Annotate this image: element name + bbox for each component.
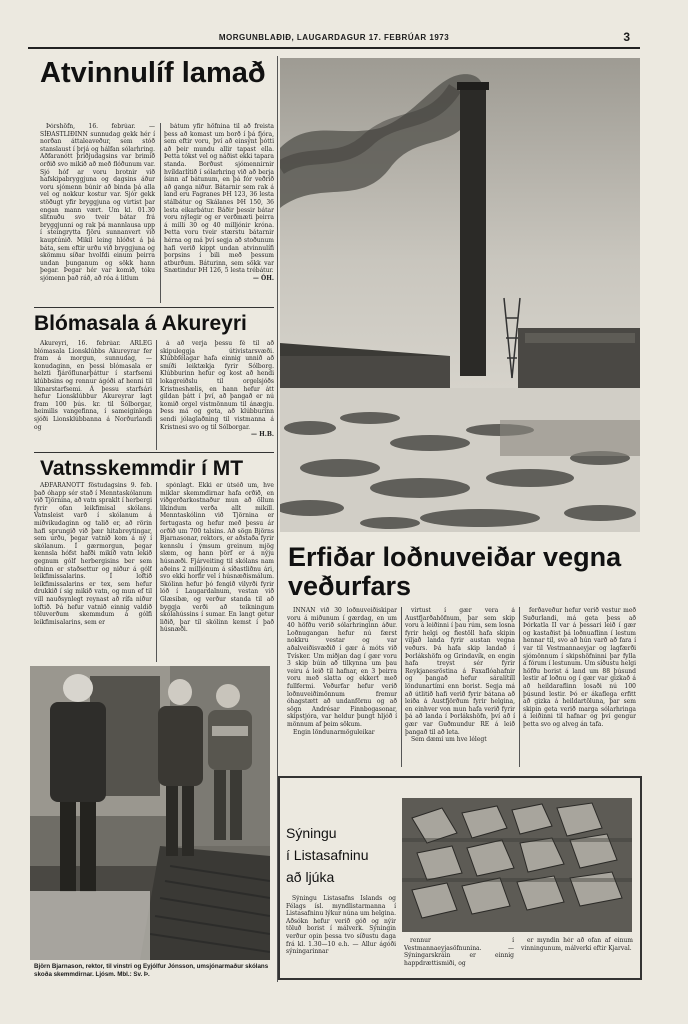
story2-col2 [160,340,274,450]
headline-syningu-line2: í Listasafninu [286,847,369,863]
photo-men-in-school-image [30,666,270,960]
story3-col2 [160,482,274,662]
story1-col2-text: bátum yfir höfnina til að freista þess að komast um borð í þá fjóra, sem eftir voru, því að einsýnt þótti að þeir mundu allir tapast ella. Þetta tókst vel og náðist ekki tapara standa. Borðust sjómennirnir hvíldarlítið í sólarhring við að berja ísinn af bátunum, en þá fór veðrið að ganga niður. Bátarnir sem rak á land eru Fagranes ÞH 123, 36 lesta stálbátur og Skálanes ÞH 150, 36 lesta eikarbátur. Báðir þessir bátar voru nýlegir og er verðmæti þeirra á milli 30 og 40 milljónir króna. Þetta voru tveir stærstu bátarnir hérna og má því segja að stoðunum hafi verið kippt undan atvinnulífi þorpsins í bili með þessum atburðum. Báturinn, sem sökk var Snætindur ÞH 126, 5 lesta trébátur. [164,123,274,275]
photo-caption-people [34,963,272,978]
story4-col3-text: ferðaveður hefur verið vestur með Suðurlandi, má geta þess að Þórkatla II var á þessari leið í gær og kastaðist þá loðnuaflinn í lestum hennar til, svo að hún varð að fara í var til Vestmannaeyjar og lagfærði sjómönnum í skipshöfninni þar fylla á fórum í lestunum. Um síðustu helgi höfðu borist á land um 88 þúsund lestir af loðnu og í gær var gizkað á að heildaraflinn losaði nú 100 þúsund lestir. Þó er ákaflega erfitt að gizka á heildartöluna, þar sem skipin geta verið marga sólarhringa á leiðinni til hafnar og því gengur þetta svo og alveg án tafa. [523,607,636,728]
story5-col2-text: rennur í Vestmannaeyjasöfnunina. — Sýningarskráin er einnig happdrættismiði, og [404,937,514,967]
story5-col1-text: Sýningu Listasafns Íslands og Félags ísl. myndlistarmanna í Listasafninu lýkur núna um helgina. Aðsókn hefur verið góð og nýir töluð borist í málverk. Sýningin verður opin þessa tvo síðustu daga frá kl. 1.30—10 e.h. — Allur ágóði sýningarinnar [286,895,396,956]
story5-col2 [404,937,514,977]
headline-syningu [286,822,396,888]
headline-syningu-line1: Sýningu [286,825,337,841]
story4-col2 [405,607,515,767]
story4-col3 [523,607,636,767]
story1-col1 [40,123,155,303]
column-rule [156,482,157,662]
headline-erfidar-text: Erfiðar loðnuveiðar vegna veðurfars [288,542,622,601]
story2-col1 [34,340,152,450]
photo-kjarval-painting [402,798,632,932]
column-rule [160,123,161,303]
story2-signature: — H.B. [250,431,274,439]
column-rule [401,607,402,767]
page-number: 3 [623,30,630,44]
column-rule [156,340,157,450]
headline-vatnsskemmdir-text: Vatnsskemmdir í MT [40,457,244,480]
story1-signature: — ÓH. [252,274,274,282]
story4-col2-text: virtust í gær vera á Austfjarðahöfnum, þar sem skip voru á leiðinni í þau rúm, sem losna fyrir helgi og fiestöll hafa skipin viljað landa fyrir austan vegna veðurs. Þá hafa skip landað í Þorlákshöfn og Grindavík, en engin hafa treyst sér fyrir Reykjanesröstina á Faxaflóahafnir og þangað hefur sáralítill löndunartími enn borist. Segja má að útlitið hafi verið fyrir bátana að leiða á Austfjörðum fyrir helgina, en einhver von mun hafa verið fyrir þá að landa í Þorlákshöfn, því að í gær var Guðmundur RE á leið þangað til að leta. [405,607,515,736]
headline-vatnsskemmdir [40,458,275,479]
story3-col1 [34,482,152,662]
masthead [28,31,640,49]
story4-col2-tail: Sem dæmi um hve lélegt [411,736,487,744]
story5-col3 [521,937,633,977]
story2-col2-text: á að verja þessu fé til að skipuleggja útivistarsvæði. Klúbbfélagar hafa einnig unnið að smíði leiktækja fyrir Sólborg. Klúbburinn hefur og kost að hendi lokagreiðslu til orgelsjóðs Kristneshælis, en hann hefur átt gildan þátt í því, að þangað er nú komið orgel vistmönnum til ánægju. Þess má og geta, að klúbburinn sendi jólaglaðning til vistmanna á Kristnesi svo og til Sólborgar. [160,340,274,431]
headline-syningu-line3: að ljúka [286,869,335,885]
story4-col1 [287,607,397,767]
photo-factory-chimney [280,58,640,532]
headline-blomasala-text: Blómasala á Akureyri [34,312,247,335]
headline-erfidar [288,543,638,601]
story3-col2-text: spónlagt. Ekki er útséð um, hve miklar skemmdirnar hafa orðið, en viðgerðarkostnaður mun að öllum líkindum verða allt mikill. Menntaskólinn við Tjörnina er fertugasta og hefur með þessu ár orðið um 700 talsins. Að sögn Björns Bjarnasonar, rektors, er aðstaða fyrir kennslu í ýmsum greinum mjög slæm, og hann þörf er á nýju húsnæði. Fjárveiting til skólans nam aðeins 2 milljónum á síðastliðnu ári, svo ekki horfir vel í húsnæðismálum. Skólinn hefur þó fengið vilyrði fyrir lóð í Laugardalnum, vestan við Glæsibæ, og verður standa til að byggja verði að teikningum skólahússins í sumar. En langt getur liðið, þar til skólinn kemst í það húsnæði. [160,482,274,634]
story4-col1-tail: Engin löndunarmöguleikar [293,728,375,736]
story2-col1-text: Akureyri, 16. febrúar. ÁRLEG blómasala Lionsklúbbs Akureyrar fer fram á morgun, sunnudag, — konudaginn, en þessi blómasala er helzti fjáröflunarþáttur í starfsemi klúbbsins og rennur ágóði af henni til líknarstarfsemi. Á þessu starfsári hefur Lionsklúbbur Akureyrar lagt fram 100 þús. kr. til Sólborgar, heimilis vangefinna, í sameiginlega sjóði Lionsklúbbanna á Norðurlandi og [34,340,152,431]
headline-atvinnulif [40,57,270,89]
photo-kjarval-painting-image [402,798,632,932]
headline-blomasala [34,313,279,334]
story1-col1-text: Þórshöfn, 16. febrúar. — SÍÐASTLIÐINN sunnudag gekk hér í norðan áttaleaveður, sem stóð stanslaust í þrjá og hálfan sólarhring. Aðfaranótt þriðjudagsins var brimið orðið svo mikið að með flóðunum var. Sjó hóf ar voru brotnir við hafskipabryggjuna og dagsins áður voru sjómenn búnir að binda þá alla vel og nokkur kostur var. Sjór gekk stöðugt yfir bryggjuna og virtist þar engan mann vært. Um kl. 01.30 slitnuðu svo tveir bátar frá bryggjunni og rak þá mannlausa upp í steingrytta fjöru sunnanvert við kauptúnið. Mikil leing hlóðst á þá báta, sem eftir urðu við bryggjuna og skömmu síðar hvolfdi einum þeirra undan þunganum og sökk hann þegar. Þegar hér var komið, tóku sjómenn það ráð, að róa á litlum [40,123,155,282]
masthead-title: MORGUNBLAÐIÐ, LAUGARDAGUR 17. FEBRÚAR 1973 [218,33,450,42]
story4-col1-text: INNAN við 30 loðnuveiðiskipar voru á miðunum í gærdag, en um 40 höfðu verið sólarhringinn áður. Loðnugangan hefur nú færst nokkru vestar og var aðalveiðisvæðið í gær á móts við Tvísker. Um miðjan dag í gær voru 3 skip búin að tilkynna um þau veiru á leið til hafnar, en 3 þeirra voru með slatta og ekkert með fullfermi. Veðurfar hefur verið loðnuveiðimönnum fremur óhagstætt að undanförnu og að sögn Andrésar Finnbogasonar, skipstjóra, var heldur þungt hljóð í mönnum af þeim sökum. [287,607,397,728]
story3-col1-text: AÐFARANÓTT föstudagsins 9. feb. það óhapp sér stað í Menntaskólanum við Tjörnina, að vatn spraklt í herbergi fyrir ofan leikfimisal skólans. Vatnsleist varð í skólanum á miðvikudaginn og talið er, að rörin hafi sprungið við þær hitabreytingar, sem urðu, þegar vatnið kom á ný í skólanum. Í gærmorgun, þegar kennsla hófst hafði mikið vatn lekið gegnum gólf herbergisins ber sem ofninn er staðsettur og niður á gólf leikfimissalarins. Í loftið leikfimissalarins er tex, sem hefur drukkið í sig mikið vatn, og mun ef til vill nauðsynlegt reynast að rífa niður loftið. Þá hefur vatnið einnig valdið töluverðum skemmdum á gólfi leikfimisalarins, sem er [34,482,152,626]
story5-col3-text: er myndin hér að ofan af einum vinningunum, málverki eftir Kjarval. [521,937,633,952]
section-rule [34,452,274,453]
story5-col1 [286,895,396,977]
story1-col2 [164,123,274,303]
photo-men-in-school [30,666,270,960]
photo-factory-chimney-image [280,58,640,532]
section-rule [34,307,274,308]
headline-atvinnulif-text: Atvinnulíf lamað [40,57,266,89]
photo-caption-people-text: Björn Bjarnason, rektor, til vinstri og Eyjólfur Jónsson, umsjónarmaður skólans skoða skemmdirnar. Ljósm. Mbl.: Sv. Þ. [34,963,269,978]
column-rule [519,607,520,767]
